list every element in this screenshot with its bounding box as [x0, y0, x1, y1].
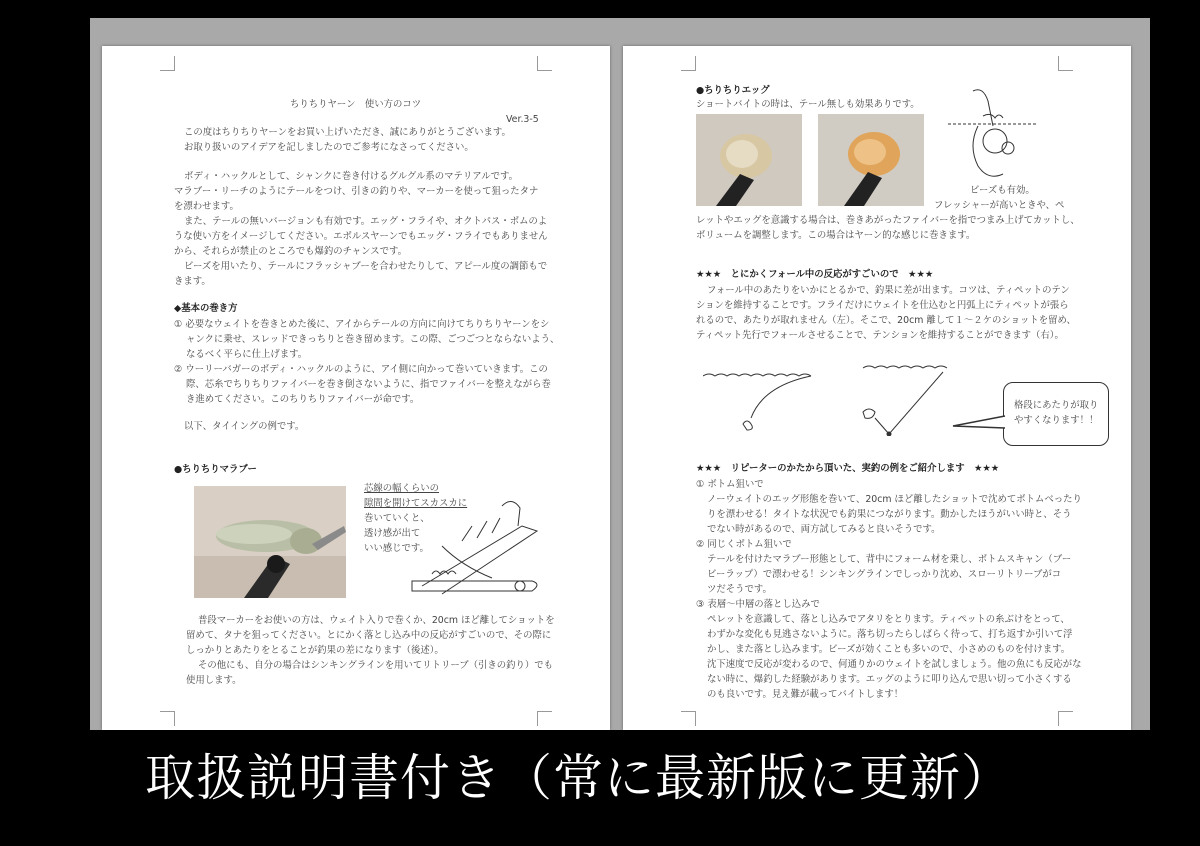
document-viewer: [90, 18, 1150, 730]
repeater-item: ペレットを意識して、落とし込みでアタリをとります。ティペットの糸ぶけをとって、: [707, 614, 1070, 625]
intro-line: また、テールの無いバージョンも有効です。エッグ・フライや、オクトパス・ボムのよ: [184, 216, 548, 227]
fall-text: ションを維持することです。フライだけにウェイトを仕込むと円弧上にティペットが張ら: [696, 300, 1069, 311]
repeater-item: 沈下速度で反応が変わるので、何通りかのウェイトを試しましょう。他の魚にも反応がな: [707, 659, 1082, 670]
bubble-tail: [951, 414, 1007, 434]
marker-text: 留めて、タナを狙ってください。とにかく落とし込み中の反応がすごいので、その際に: [186, 630, 552, 641]
repeater-item: のも良いです。見え難が載ってバイトします！: [707, 689, 904, 700]
basic-heading: ◆基本の巻き方: [174, 303, 238, 314]
side-note: いい感じです。: [364, 543, 429, 554]
egg-subtitle: ショートバイトの時は、テール無しも効果ありです。: [696, 99, 920, 110]
beads-note: ビーズも有効。: [970, 185, 1035, 196]
repeater-item: ③ 表層～中層の落とし込みで: [696, 599, 820, 610]
bubble-text: 格段にあたりが取り: [1014, 400, 1099, 411]
intro-line: から、それらが禁止のところでも爆釣のチャンスです。: [174, 246, 407, 257]
basic-step: ャンクに乗せ、スレッドできっちりと巻き留めます。この際、ごつごつとならないよう、: [186, 334, 560, 345]
side-note: 透け感が出て: [364, 528, 421, 539]
marabou-heading: ●ちりちりマラブー: [174, 464, 257, 475]
marker-text: 普段マーカーをお使いの方は、ウェイト入りで巻くか、20cm ほど離してショットを: [198, 615, 555, 626]
intro-line: ボディ・ハックルとして、シャンクに巻き付けるグルグル系のマテリアルです。: [184, 171, 519, 182]
repeater-item: ない時に、爆釣した経験があります。エッグのように叩り込んで思い切って小さくする: [707, 674, 1072, 685]
intro-line: きます。: [174, 276, 211, 287]
right-page: [623, 46, 1131, 730]
marker-text: しっかりとあたりをとることが釣果の差になります（後述）。: [186, 645, 444, 656]
repeater-item: ビーラップ）で漂わせる！シンキングラインでしっかり沈め、スローリトリーブがコ: [707, 569, 1062, 580]
speech-bubble: [1003, 382, 1109, 446]
marker-text: 使用します。: [186, 675, 242, 686]
tying-sketch: [402, 486, 562, 606]
side-note: 巻いていくと、: [364, 513, 430, 524]
repeater-item: でない時があるので、両方試してみると良いそうです。: [707, 524, 941, 535]
bubble-text: やすくなります！！: [1014, 415, 1099, 426]
intro-line: マラブー・リーチのようにテールをつけ、引きの釣りや、マーカーを使って狙ったタナ: [174, 186, 539, 197]
egg-fly-photo-2: [818, 114, 924, 206]
basic-step: ① 必要なウェイトを巻きとめた後に、アイからテールの方向に向けてちりちりヤーンをシ: [174, 319, 550, 330]
intro-line: お取り扱いのアイデアを記しましたのでご参考になさってください。: [184, 142, 474, 153]
fall-text: フォール中のあたりをいかにとるかで、釣果に差が出ます。コツは、ティペットのテン: [707, 285, 1070, 296]
repeater-item: ① ボトム狙いで: [696, 479, 764, 490]
intro-line: ビーズを用いたり、テールにフラッシャブーを合わせたりして、アピール度の調節もで: [184, 261, 548, 272]
banner-caption: 取扱説明書付き（常に最新版に更新）: [145, 749, 1012, 807]
egg-heading: ●ちりちりエッグ: [696, 85, 770, 96]
basic-step: ② ウーリーバガーのボディ・ハックルのように、アイ側に向かって巻いていきます。この: [174, 364, 548, 375]
fall-text: れるので、あたりが取れません（左）。そこで、20cm 離して１～２ケのショットを留め、: [696, 315, 1076, 326]
basic-step: き進めてください。このちりちりファイバーが命です。: [186, 394, 420, 405]
example-line: 以下、タイイングの例です。: [184, 421, 305, 432]
page-title: ちりちりヤーン 使い方のコツ: [290, 99, 422, 110]
intro-line: を漂わせます。: [174, 201, 239, 212]
intro-line: うな使い方をイメージしてください。エボルスヤーンでもエッグ・フライでもありません: [174, 231, 548, 242]
repeater-item: ② 同じくボトム狙いで: [696, 539, 792, 550]
repeater-item: ノーウェイトのエッグ形態を巻いて、20cm ほど離したショットで沈めてボトムべったり: [707, 494, 1082, 505]
version-label: Ver.3-5: [506, 114, 539, 125]
repeater-item: りを漂わせる！タイトな状況でも釣果につながります。動かしたほうがいい時と、そう: [707, 509, 1072, 520]
side-note: 芯線の幅くらいの: [364, 483, 440, 494]
basic-step: 際、芯糸でちりちりファイバーを巻き倒さないように、指でファイバーを整えながら巻: [186, 379, 551, 390]
marker-text: その他にも、自分の場合はシンキングラインを用いてリトリーブ（引きの釣り）でも: [198, 660, 553, 671]
egg-text: レットやエッグを意識する場合は、巻きあがったファイバーを指でつまみ上げてカットし、: [696, 215, 1080, 226]
repeater-item: テールを付けたマラブー形態として、背中にフォーム材を乗し、ボトムスキャン（ブー: [707, 554, 1072, 565]
marabou-fly-photo: [194, 486, 346, 598]
repeater-item: わずかな変化も見逃さないように。落ち切ったらしばらく待って、打ち返すか引いて浮: [707, 629, 1073, 640]
egg-text: ボリュームを調整します。この場合はヤーン的な感じに巻きます。: [696, 230, 976, 241]
egg-sketch: [943, 86, 1043, 198]
intro-line: この度はちりちりヤーンをお買い上げいただき、誠にありがとうございます。: [184, 127, 511, 138]
left-page: [102, 46, 610, 730]
repeater-heading: ★★★ リピーターのかたから頂いた、実釣の例をご紹介します ★★★: [696, 463, 1000, 474]
repeater-item: ツだそうです。: [707, 584, 772, 595]
side-note: 隙間を開けてスカスカに: [364, 498, 468, 509]
egg-fly-photo-1: [696, 114, 802, 206]
fall-text: ティペット先行でフォールさせることで、テンションを維持することができます（右）。: [696, 330, 1064, 341]
egg-text: フレッシャーが高いときや、ペ: [934, 200, 1065, 211]
basic-step: なるべく平らに仕上げます。: [186, 349, 308, 360]
repeater-item: かし、また落とし込みます。ビーズが効くことも多いので、小さめのものを付けます。: [707, 644, 1071, 655]
fall-heading: ★★★ とにかくフォール中の反応がすごいので ★★★: [696, 269, 934, 280]
